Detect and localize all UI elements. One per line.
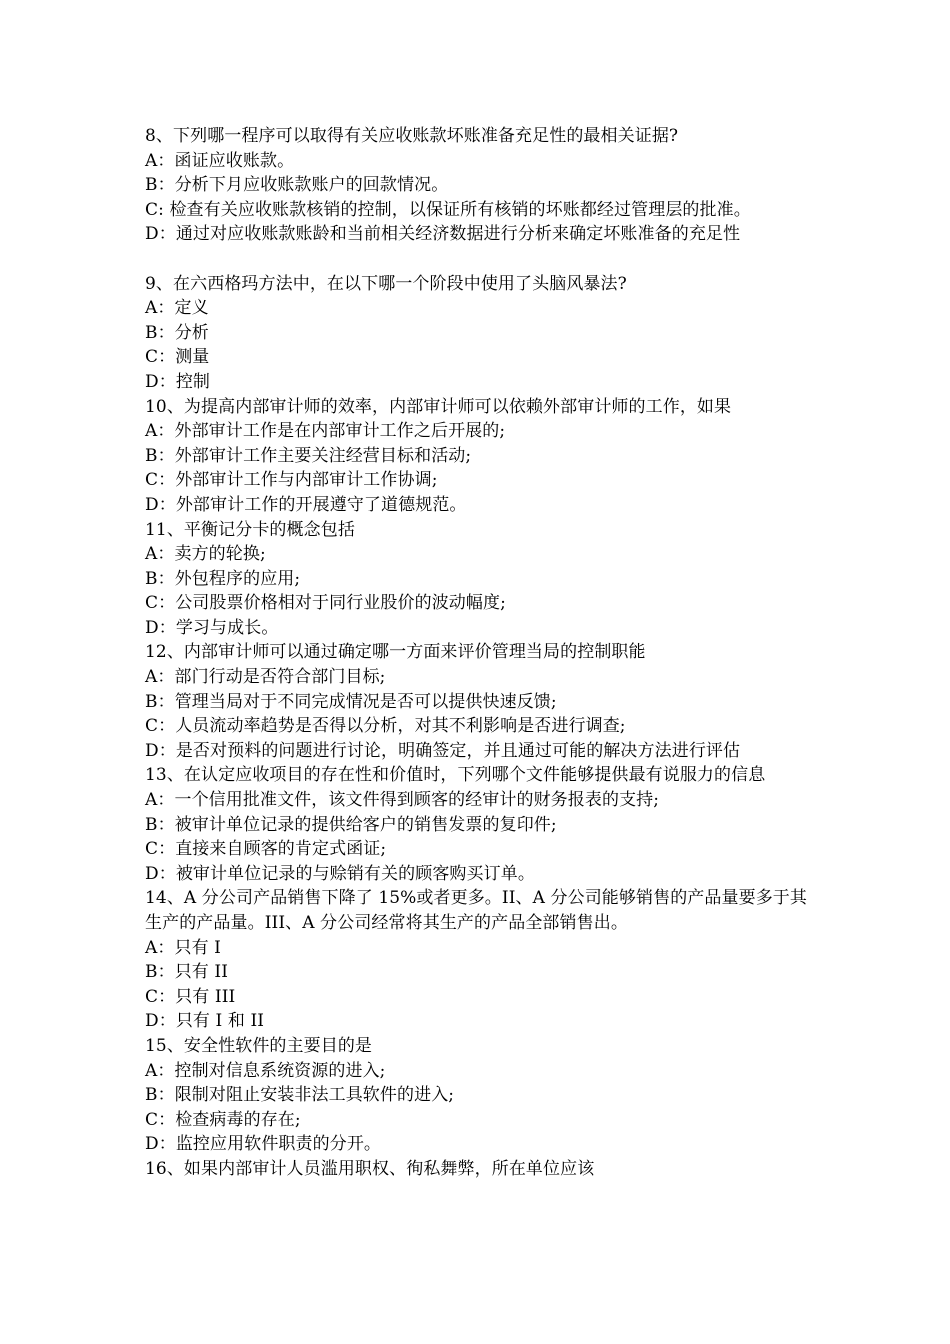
question-14-option-b: B：只有 II [145,962,229,983]
question-11-option-d: D：学习与成长。 [145,617,279,638]
question-8-option-b: B：分析下月应收账款账户的回款情况。 [145,175,449,196]
question-8-option-d: D：通过对应收账款账龄和当前相关经济数据进行分析来确定坏账准备的充足性 [145,224,741,245]
question-9-option-b: B：分析 [145,322,209,343]
question-15-option-d: D：监控应用软件职责的分开。 [145,1134,382,1155]
question-13: 13、在认定应收项目的存在性和价值时，下列哪个文件能够提供最有说服力的信息 [145,765,766,786]
question-11-option-a: A：卖方的轮换; [145,544,266,565]
question-8-option-c: C: 检查有关应收账款核销的控制，以保证所有核销的坏账都经过管理层的批准。 [145,199,751,220]
question-9-option-d: D：控制 [145,371,211,392]
question-10-option-b: B：外部审计工作主要关注经营目标和活动; [145,445,472,466]
question-15: 15、安全性软件的主要目的是 [145,1035,373,1056]
question-11-option-b: B：外包程序的应用; [145,568,301,589]
question-12-option-c: C：人员流动率趋势是否得以分析，对其不利影响是否进行调查; [145,716,626,737]
question-14-option-a: A：只有 I [145,937,221,958]
question-15-option-b: B：限制对阻止安装非法工具软件的进入; [145,1085,455,1106]
document-page [145,124,810,1182]
question-14-option-d: D：只有 I 和 II [145,1011,265,1032]
question-10-option-a: A：外部审计工作是在内部审计工作之后开展的; [145,421,506,442]
question-13-option-d: D：被审计单位记录的与赊销有关的顾客购买订单。 [145,863,535,884]
question-9-option-a: A：定义 [145,298,209,319]
question-16: 16、如果内部审计人员滥用职权、徇私舞弊，所在单位应该 [145,1158,595,1179]
blank-line [145,247,810,272]
question-13-option-c: C：直接来自顾客的肯定式函证; [145,839,387,860]
question-8-option-a: A：函证应收账款。 [145,150,295,171]
question-13-option-a: A：一个信用批准文件，该文件得到顾客的经审计的财务报表的支持; [145,790,660,811]
question-14-option-c: C：只有 III [145,986,236,1007]
question-11-option-c: C：公司股票价格相对于同行业股价的波动幅度; [145,593,506,614]
question-10-option-c: C：外部审计工作与内部审计工作协调; [145,470,438,491]
question-14: 14、A 分公司产品销售下降了 15%或者更多。II、A 分公司能够销售的产品量要多于其生产的产品量。III、A 分公司经常将其生产的产品全部销售出。 [145,888,808,933]
question-11: 11、平衡记分卡的概念包括 [145,519,355,540]
question-8: 8、下列哪一程序可以取得有关应收账款坏账准备充足性的最相关证据? [145,126,679,146]
question-12-option-a: A：部门行动是否符合部门目标; [145,667,386,688]
question-13-option-b: B：被审计单位记录的提供给客户的销售发票的复印件; [145,814,557,835]
question-12-option-b: B：管理当局对于不同完成情况是否可以提供快速反馈; [145,691,557,712]
question-10: 10、为提高内部审计师的效率，内部审计师可以依赖外部审计师的工作，如果 [145,396,732,417]
question-12-option-d: D：是否对预料的问题进行讨论，明确签定，并且通过可能的解决方法进行评估 [145,740,741,761]
question-15-option-a: A：控制对信息系统资源的进入; [145,1060,386,1081]
question-15-option-c: C：检查病毒的存在; [145,1109,301,1130]
question-10-option-d: D：外部审计工作的开展遵守了道德规范。 [145,494,467,515]
question-9-option-c: C：测量 [145,347,210,368]
question-9: 9、在六西格玛方法中，在以下哪一个阶段中使用了头脑风暴法? [145,273,627,294]
question-12: 12、内部审计师可以通过确定哪一方面来评价管理当局的控制职能 [145,642,646,663]
